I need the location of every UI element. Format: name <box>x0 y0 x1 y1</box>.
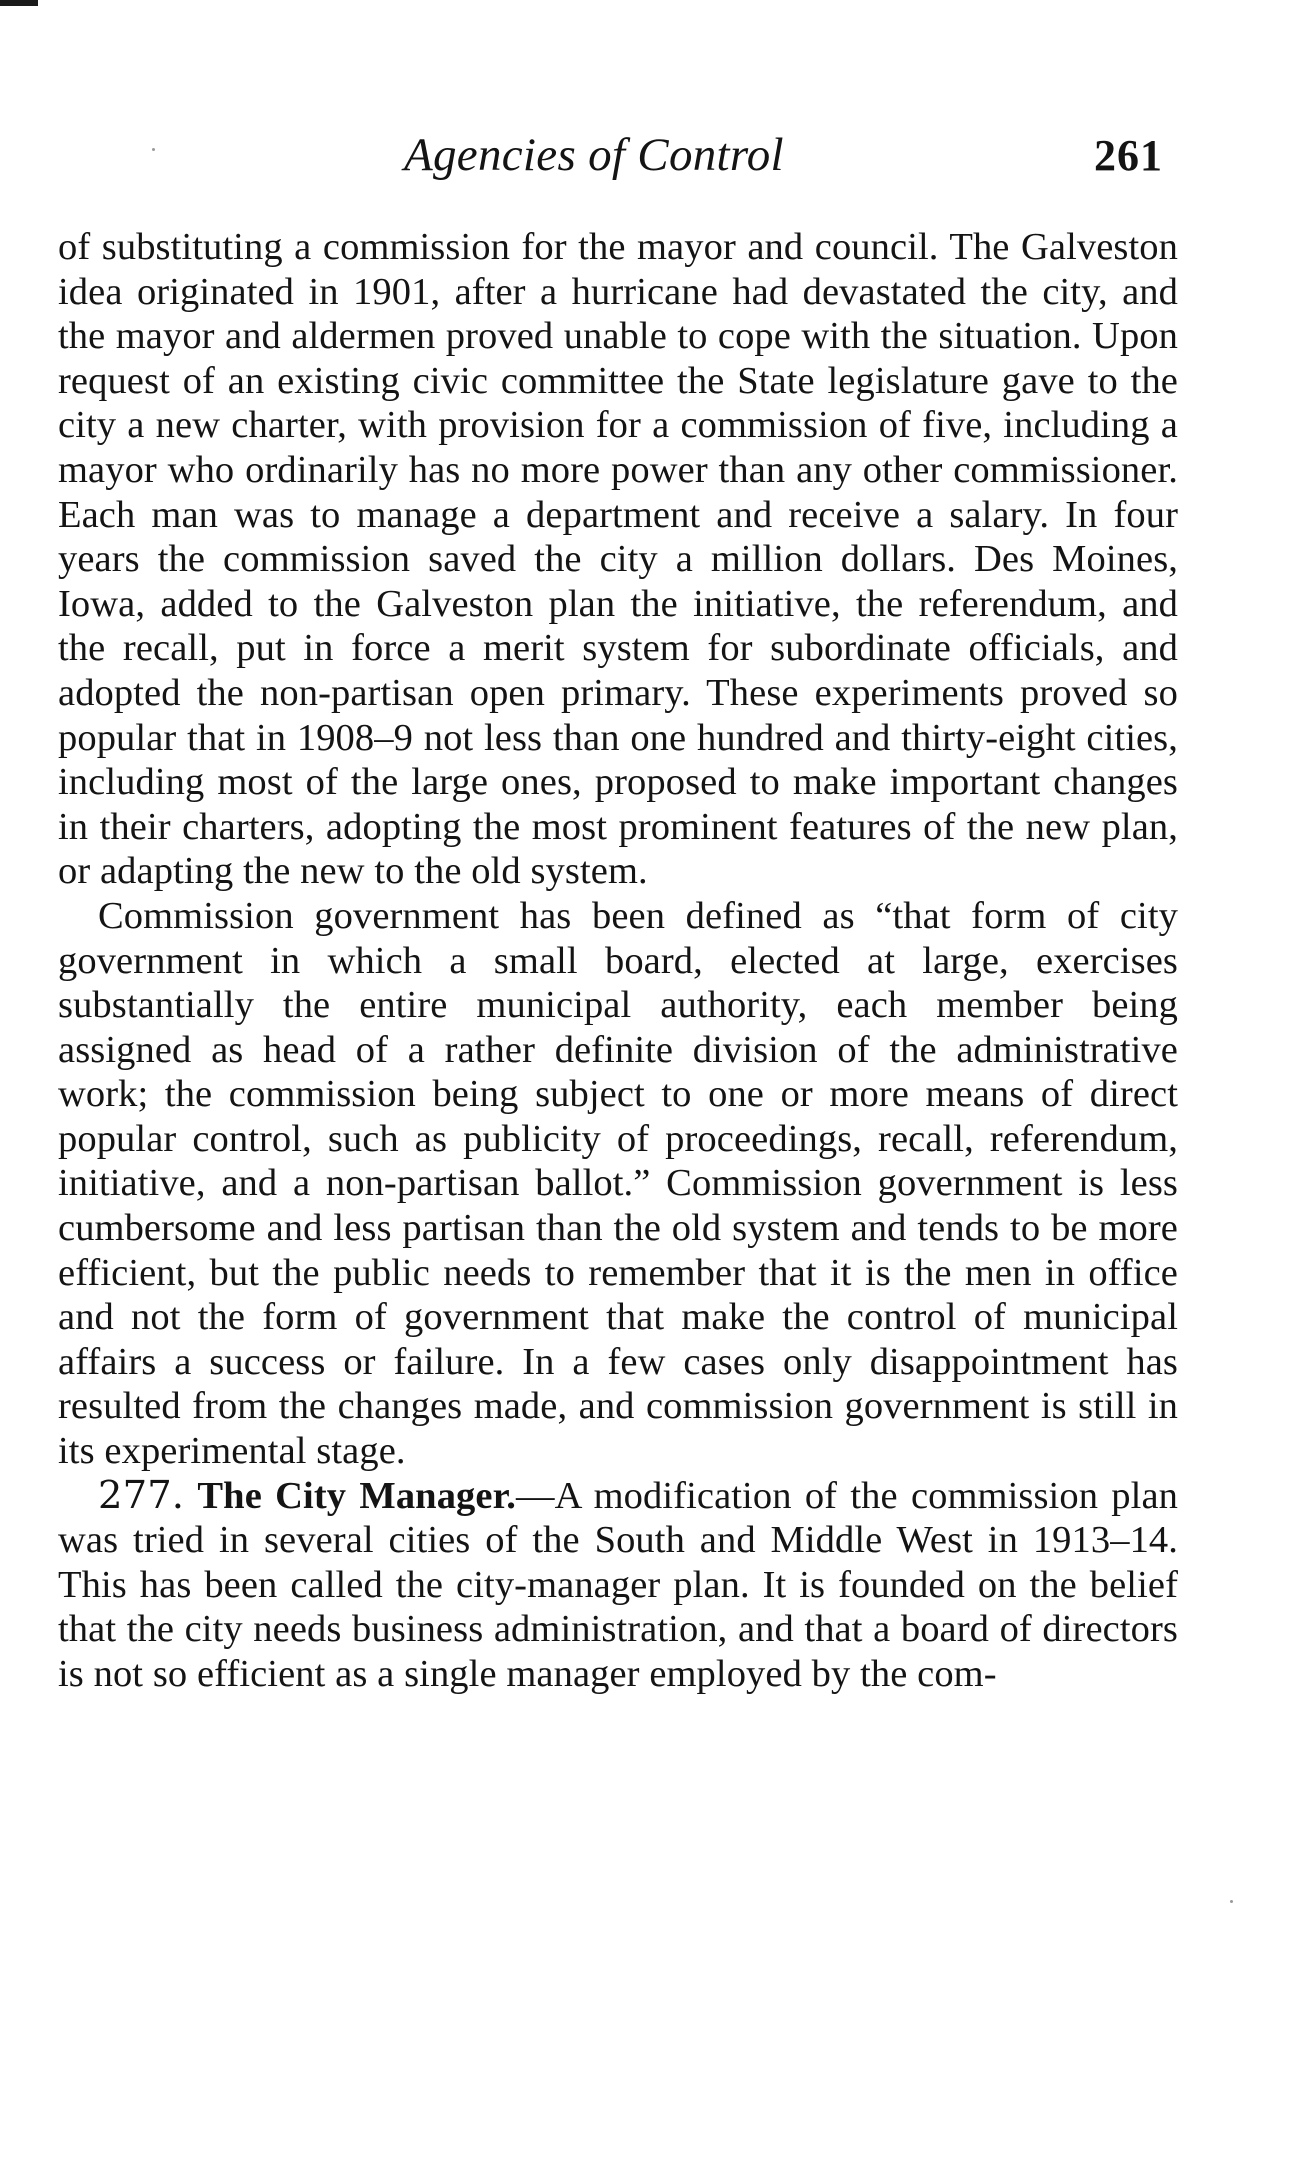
paper-speck <box>1230 1900 1233 1903</box>
section-title: The City Manager. <box>197 1474 516 1517</box>
paper-speck <box>152 148 155 151</box>
paragraph-commission-definition: Commission government has been defined as “that form of city government in which a small board, elected at large, exercises substantially the entire municipal authority, each member being assigned as head of a rather definite division of the administrative work; the commission being subject to one or more means of direct popular control, such as publicity of proceedings, recall, referendum, initiative, and a non-partisan ballot.” Commission government is less cumbersome and less partisan than the old system and tends to be more efficient, but the public needs to remember that it is the men in office and not the form of government that make the control of municipal affairs a success or failure. In a few cases only disappointment has resulted from the changes made, and commission government is still in its experimental stage. <box>58 894 1178 1473</box>
running-title: Agencies of Control <box>404 129 784 181</box>
section-277 <box>58 1474 1178 1697</box>
section-text: —A modification of the commission plan was tried in several cities of the South and Middle West in 1913–14. This has been called the city-manager plan. It is founded on the belief that the city needs business administration, and that a board of directors is not so efficient as a single manager employed by the com- <box>58 1474 1178 1695</box>
page-number: 261 <box>1094 131 1163 180</box>
paragraph-galveston: of substituting a commission for the mayor and council. The Galveston idea originated in 1901, after a hurricane had devastated the city, and the mayor and aldermen proved unable to cope with the situation. Upon request of an existing civic committee the State legislature gave to the city a new charter, with provision for a commission of five, including a mayor who ordinarily has no more power than any other commissioner. Each man was to manage a department and receive a salary. In four years the commission saved the city a million dollars. Des Moines, Iowa, added to the Galveston plan the initiative, the referendum, and the recall, put in force a merit system for subordinate officials, and adopted the non-partisan open primary. These experiments proved so popular that in 1908–9 not less than one hundred and thirty-eight cities, including most of the large ones, proposed to make important changes in their charters, adopting the most prominent features of the new plan, or adapting the new to the old system. <box>58 226 1178 893</box>
scan-edge-mark <box>0 0 38 6</box>
body-text <box>58 225 1178 1697</box>
section-number: 277. <box>98 1472 185 1518</box>
